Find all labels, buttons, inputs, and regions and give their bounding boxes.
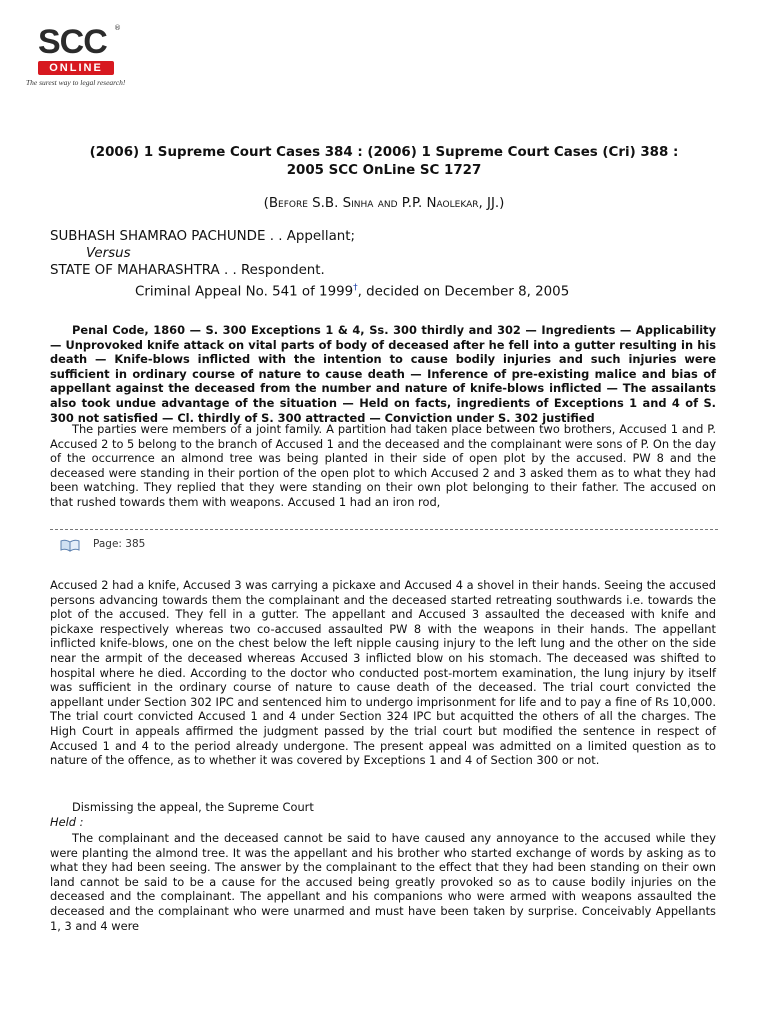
citation-line-2: 2005 SCC OnLine SC 1727: [286, 163, 482, 178]
logo-online-badge: ONLINE: [38, 61, 114, 75]
held-label: Held :: [50, 815, 84, 829]
appellant-line: SUBHASH SHAMRAO PACHUNDE . . Appellant;: [50, 229, 356, 244]
footnote-link[interactable]: †: [353, 283, 358, 293]
appeal-number-text: Criminal Appeal No. 541 of 1999: [135, 284, 354, 300]
page-number: Page: 385: [93, 538, 146, 550]
citation-line-1: (2006) 1 Supreme Court Cases 384 : (2006) 1 Supreme Court Cases (Cri) 388 :: [89, 145, 679, 160]
scc-online-logo: [26, 22, 146, 92]
facts-paragraph-2: Accused 2 had a knife, Accused 3 was carrying a pickaxe and Accused 4 a shovel in their hands. Seeing the accused persons advancing towards them the complainant and the deceased started retreating southwards i.e. towards the plot of the accused. They fell in a gutter. The appellant and Accused 3 assaulted the deceased with knife and pickaxe respectively whereas two co-accused assaulted PW 8 with the weapons in their hands. The appellant inflicted knife-blows, one on the chest below the left nipple causing injury to the left lung and the other on the side near the armpit of the deceased whereas Accused 3 inflicted blow on his stomach. The deceased was shifted to hospital where he died. According to the doctor who conducted post-mortem examination, the lung injury by itself was sufficient in the ordinary course of nature to cause death of the deceased. The trial court convicted the appellant under Section 302 IPC and sentenced him to undergo imprisonment for life and to pay a fine of Rs 10,000. The trial court convicted Accused 1 and 4 under Section 324 IPC but acquitted the others of all the charges. The High Court in appeals affirmed the judgment passed by the trial court but modified the sentence in respect of Accused 1 and 4 to the period already undergone. The present appeal was admitted on a limited question as to nature of the offence, as to whether it was covered by Exceptions 1 and 4 of Section 300 or not.: [50, 578, 716, 768]
case-citation: [30, 144, 738, 180]
logo-tagline: The surest way to legal research!: [26, 78, 126, 87]
logo-registered-mark: ®: [114, 24, 121, 32]
appeal-number: [135, 283, 569, 299]
dismissing-line: Dismissing the appeal, the Supreme Court: [72, 800, 314, 814]
open-book-icon: [60, 538, 80, 552]
decision-date: , decided on December 8, 2005: [357, 284, 570, 300]
respondent-line: STATE OF MAHARASHTRA . . Respondent.: [50, 263, 325, 278]
facts-paragraph-1: The parties were members of a joint family. A partition had taken place between two brothers, Accused 1 and P. Accused 2 to 5 belong to the branch of Accused 1 and the deceased and the complainant were sons of P. On the day of the occurrence an almond tree was being planted in their side of open plot by the accused. PW 8 and the deceased were standing in their portion of the open plot to which Accused 2 and 3 asked them as to what they had been watching. They replied that they were standing on their own plot belonging to their father. The accused on that rushed towards them with weapons. Accused 1 had an iron rod,: [50, 422, 716, 509]
held-paragraph: The complainant and the deceased cannot be said to have caused any annoyance to the accused while they were planting the almond tree. It was the appellant and his brother who started exchange of words by asking as to what they had been seeing. The answer by the complainant to the effect that they had been standing on their own land cannot be said to be a cause for the accused being greatly provoked so as to cause bodily injuries on the deceased and the complainant. The appellant and his companions who were armed with weapons assaulted the deceased and the complainant who were unarmed and must have been taken by surprise. Conceivably Appellants 1, 3 and 4 were: [50, 831, 716, 933]
versus-label: Versus: [86, 246, 131, 261]
logo-brand: SCC: [38, 23, 107, 61]
bench: (Before S.B. Sinha and P.P. Naolekar, JJ.): [263, 196, 505, 211]
headnote: Penal Code, 1860 — S. 300 Exceptions 1 & 4, Ss. 300 thirdly and 302 — Ingredients — Applicability — Unprovoked knife attack on vital parts of body of deceased after he fell into a gutter resulting in his death — Knife-blows inflicted with the intention to cause bodily injuries and such injuries were sufficient in ordinary course of nature to cause death — Inference of pre-existing malice and bias of appellant against the deceased from the number and nature of knife-blows inflicted — The assailants also took undue advantage of the situation — Held on facts, ingredients of Exceptions 1 and 4 of S. 300 not satisfied — Cl. thirdly of S. 300 attracted — Conviction under S. 302 justified: [50, 323, 716, 425]
page-divider: [50, 529, 718, 530]
